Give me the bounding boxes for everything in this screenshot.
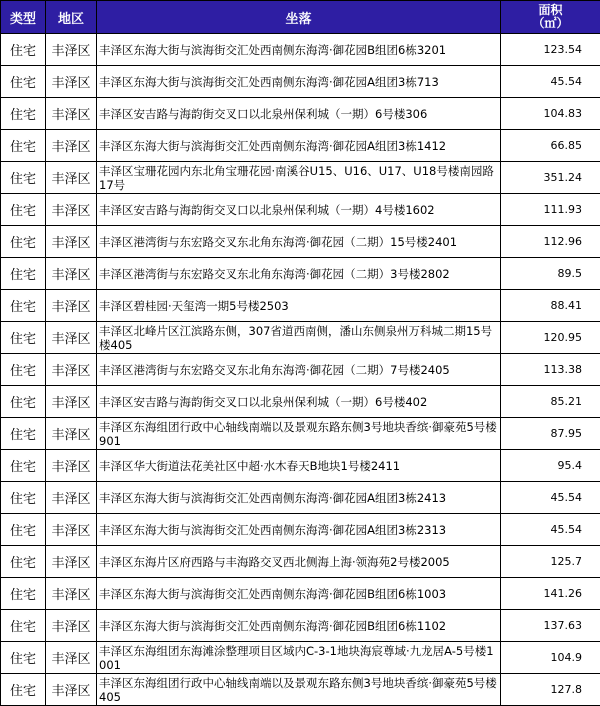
header-area-unit: （㎡） (501, 17, 600, 30)
cell-location: 丰泽区东海组团行政中心轴线南端以及景观东路东侧3号地块香缤·御豪苑5号楼901 (97, 418, 501, 450)
table-row (1, 418, 600, 450)
cell-type: 住宅 (1, 514, 46, 546)
cell-location: 丰泽区北峰片区江滨路东侧，307省道西南侧，潘山东侧泉州万科城二期15号楼405 (97, 322, 501, 354)
cell-location: 丰泽区宝珊花园内东北角宝珊花园·南溪谷U15、U16、U17、U18号楼南园路17号 (97, 162, 501, 194)
cell-location: 丰泽区东海片区府西路与丰海路交叉西北侧海上海·领海苑2号楼2005 (97, 546, 501, 578)
cell-district: 丰泽区 (46, 34, 97, 66)
cell-area: 87.95 (501, 418, 600, 450)
cell-type: 住宅 (1, 290, 46, 322)
cell-type: 住宅 (1, 258, 46, 290)
cell-type: 住宅 (1, 226, 46, 258)
cell-area: 104.83 (501, 98, 600, 130)
cell-type: 住宅 (1, 34, 46, 66)
cell-type: 住宅 (1, 546, 46, 578)
cell-type: 住宅 (1, 194, 46, 226)
header-row (1, 1, 600, 34)
table-row (1, 578, 600, 610)
cell-district: 丰泽区 (46, 514, 97, 546)
table-body (1, 34, 600, 706)
table-row (1, 642, 600, 674)
cell-district: 丰泽区 (46, 642, 97, 674)
cell-type: 住宅 (1, 642, 46, 674)
cell-area: 66.85 (501, 130, 600, 162)
cell-area: 123.54 (501, 34, 600, 66)
cell-location: 丰泽区华大街道法花美社区中超·水木春天B地块1号楼2411 (97, 450, 501, 482)
table-row (1, 130, 600, 162)
table-row (1, 258, 600, 290)
cell-area: 141.26 (501, 578, 600, 610)
cell-district: 丰泽区 (46, 130, 97, 162)
cell-type: 住宅 (1, 578, 46, 610)
cell-district: 丰泽区 (46, 66, 97, 98)
cell-area: 104.9 (501, 642, 600, 674)
table-row (1, 386, 600, 418)
cell-district: 丰泽区 (46, 194, 97, 226)
table-row (1, 546, 600, 578)
cell-district: 丰泽区 (46, 610, 97, 642)
cell-type: 住宅 (1, 482, 46, 514)
cell-type: 住宅 (1, 386, 46, 418)
header-type: 类型 (1, 1, 46, 34)
cell-area: 125.7 (501, 546, 600, 578)
cell-area: 45.54 (501, 482, 600, 514)
cell-district: 丰泽区 (46, 386, 97, 418)
cell-district: 丰泽区 (46, 322, 97, 354)
cell-type: 住宅 (1, 674, 46, 706)
cell-district: 丰泽区 (46, 482, 97, 514)
table-row (1, 194, 600, 226)
cell-type: 住宅 (1, 322, 46, 354)
table-row (1, 322, 600, 354)
cell-location: 丰泽区东海大街与滨海街交汇处西南侧东海湾·御花园A组团3栋2413 (97, 482, 501, 514)
cell-location: 丰泽区安吉路与海韵街交叉口以北泉州保利城（一期）6号楼306 (97, 98, 501, 130)
table-row (1, 482, 600, 514)
cell-type: 住宅 (1, 450, 46, 482)
cell-district: 丰泽区 (46, 674, 97, 706)
table-row (1, 290, 600, 322)
table-row (1, 450, 600, 482)
table-row (1, 674, 600, 706)
cell-area: 137.63 (501, 610, 600, 642)
cell-location: 丰泽区港湾街与东宏路交叉东北角东海湾·御花园（二期）15号楼2401 (97, 226, 501, 258)
cell-area: 127.8 (501, 674, 600, 706)
header-area (501, 1, 600, 34)
cell-district: 丰泽区 (46, 258, 97, 290)
cell-area: 111.93 (501, 194, 600, 226)
cell-location: 丰泽区安吉路与海韵街交叉口以北泉州保利城（一期）4号楼1602 (97, 194, 501, 226)
cell-area: 85.21 (501, 386, 600, 418)
cell-location: 丰泽区港湾街与东宏路交叉东北角东海湾·御花园（二期）7号楼2405 (97, 354, 501, 386)
cell-district: 丰泽区 (46, 418, 97, 450)
cell-area: 112.96 (501, 226, 600, 258)
table-row (1, 610, 600, 642)
cell-location: 丰泽区东海大街与滨海街交汇处西南侧东海湾·御花园A组团3栋2313 (97, 514, 501, 546)
cell-area: 120.95 (501, 322, 600, 354)
header-location: 坐落 (97, 1, 501, 34)
cell-location: 丰泽区港湾街与东宏路交叉东北角东海湾·御花园（二期）3号楼2802 (97, 258, 501, 290)
cell-location: 丰泽区安吉路与海韵街交叉口以北泉州保利城（一期）6号楼402 (97, 386, 501, 418)
table-row (1, 162, 600, 194)
cell-location: 丰泽区东海大街与滨海街交汇处西南侧东海湾·御花园B组团6栋1102 (97, 610, 501, 642)
cell-area: 113.38 (501, 354, 600, 386)
cell-area: 89.5 (501, 258, 600, 290)
header-district: 地区 (46, 1, 97, 34)
cell-district: 丰泽区 (46, 226, 97, 258)
cell-district: 丰泽区 (46, 354, 97, 386)
header-area-label: 面积 (501, 4, 600, 17)
cell-location: 丰泽区东海大街与滨海街交汇处西南侧东海湾·御花园A组团3栋713 (97, 66, 501, 98)
cell-district: 丰泽区 (46, 578, 97, 610)
cell-district: 丰泽区 (46, 450, 97, 482)
cell-location: 丰泽区东海大街与滨海街交汇处西南侧东海湾·御花园B组团6栋3201 (97, 34, 501, 66)
cell-location: 丰泽区东海组团东海滩涂整理项目区域内C-3-1地块海宸尊域·九龙居A-5号楼1001 (97, 642, 501, 674)
table-row (1, 98, 600, 130)
cell-type: 住宅 (1, 354, 46, 386)
cell-district: 丰泽区 (46, 546, 97, 578)
cell-type: 住宅 (1, 162, 46, 194)
cell-area: 95.4 (501, 450, 600, 482)
table-row (1, 34, 600, 66)
cell-district: 丰泽区 (46, 162, 97, 194)
cell-type: 住宅 (1, 610, 46, 642)
cell-type: 住宅 (1, 418, 46, 450)
cell-type: 住宅 (1, 98, 46, 130)
cell-area: 88.41 (501, 290, 600, 322)
cell-district: 丰泽区 (46, 290, 97, 322)
table-row (1, 226, 600, 258)
cell-district: 丰泽区 (46, 98, 97, 130)
cell-location: 丰泽区东海大街与滨海街交汇处西南侧东海湾·御花园B组团6栋1003 (97, 578, 501, 610)
cell-type: 住宅 (1, 130, 46, 162)
table-row (1, 66, 600, 98)
cell-type: 住宅 (1, 66, 46, 98)
cell-location: 丰泽区碧桂园·天玺湾一期5号楼2503 (97, 290, 501, 322)
cell-location: 丰泽区东海组团行政中心轴线南端以及景观东路东侧3号地块香缤·御豪苑5号楼405 (97, 674, 501, 706)
table-row (1, 354, 600, 386)
cell-location: 丰泽区东海大街与滨海街交汇处西南侧东海湾·御花园A组团3栋1412 (97, 130, 501, 162)
cell-area: 351.24 (501, 162, 600, 194)
cell-area: 45.54 (501, 66, 600, 98)
table-row (1, 514, 600, 546)
cell-area: 45.54 (501, 514, 600, 546)
